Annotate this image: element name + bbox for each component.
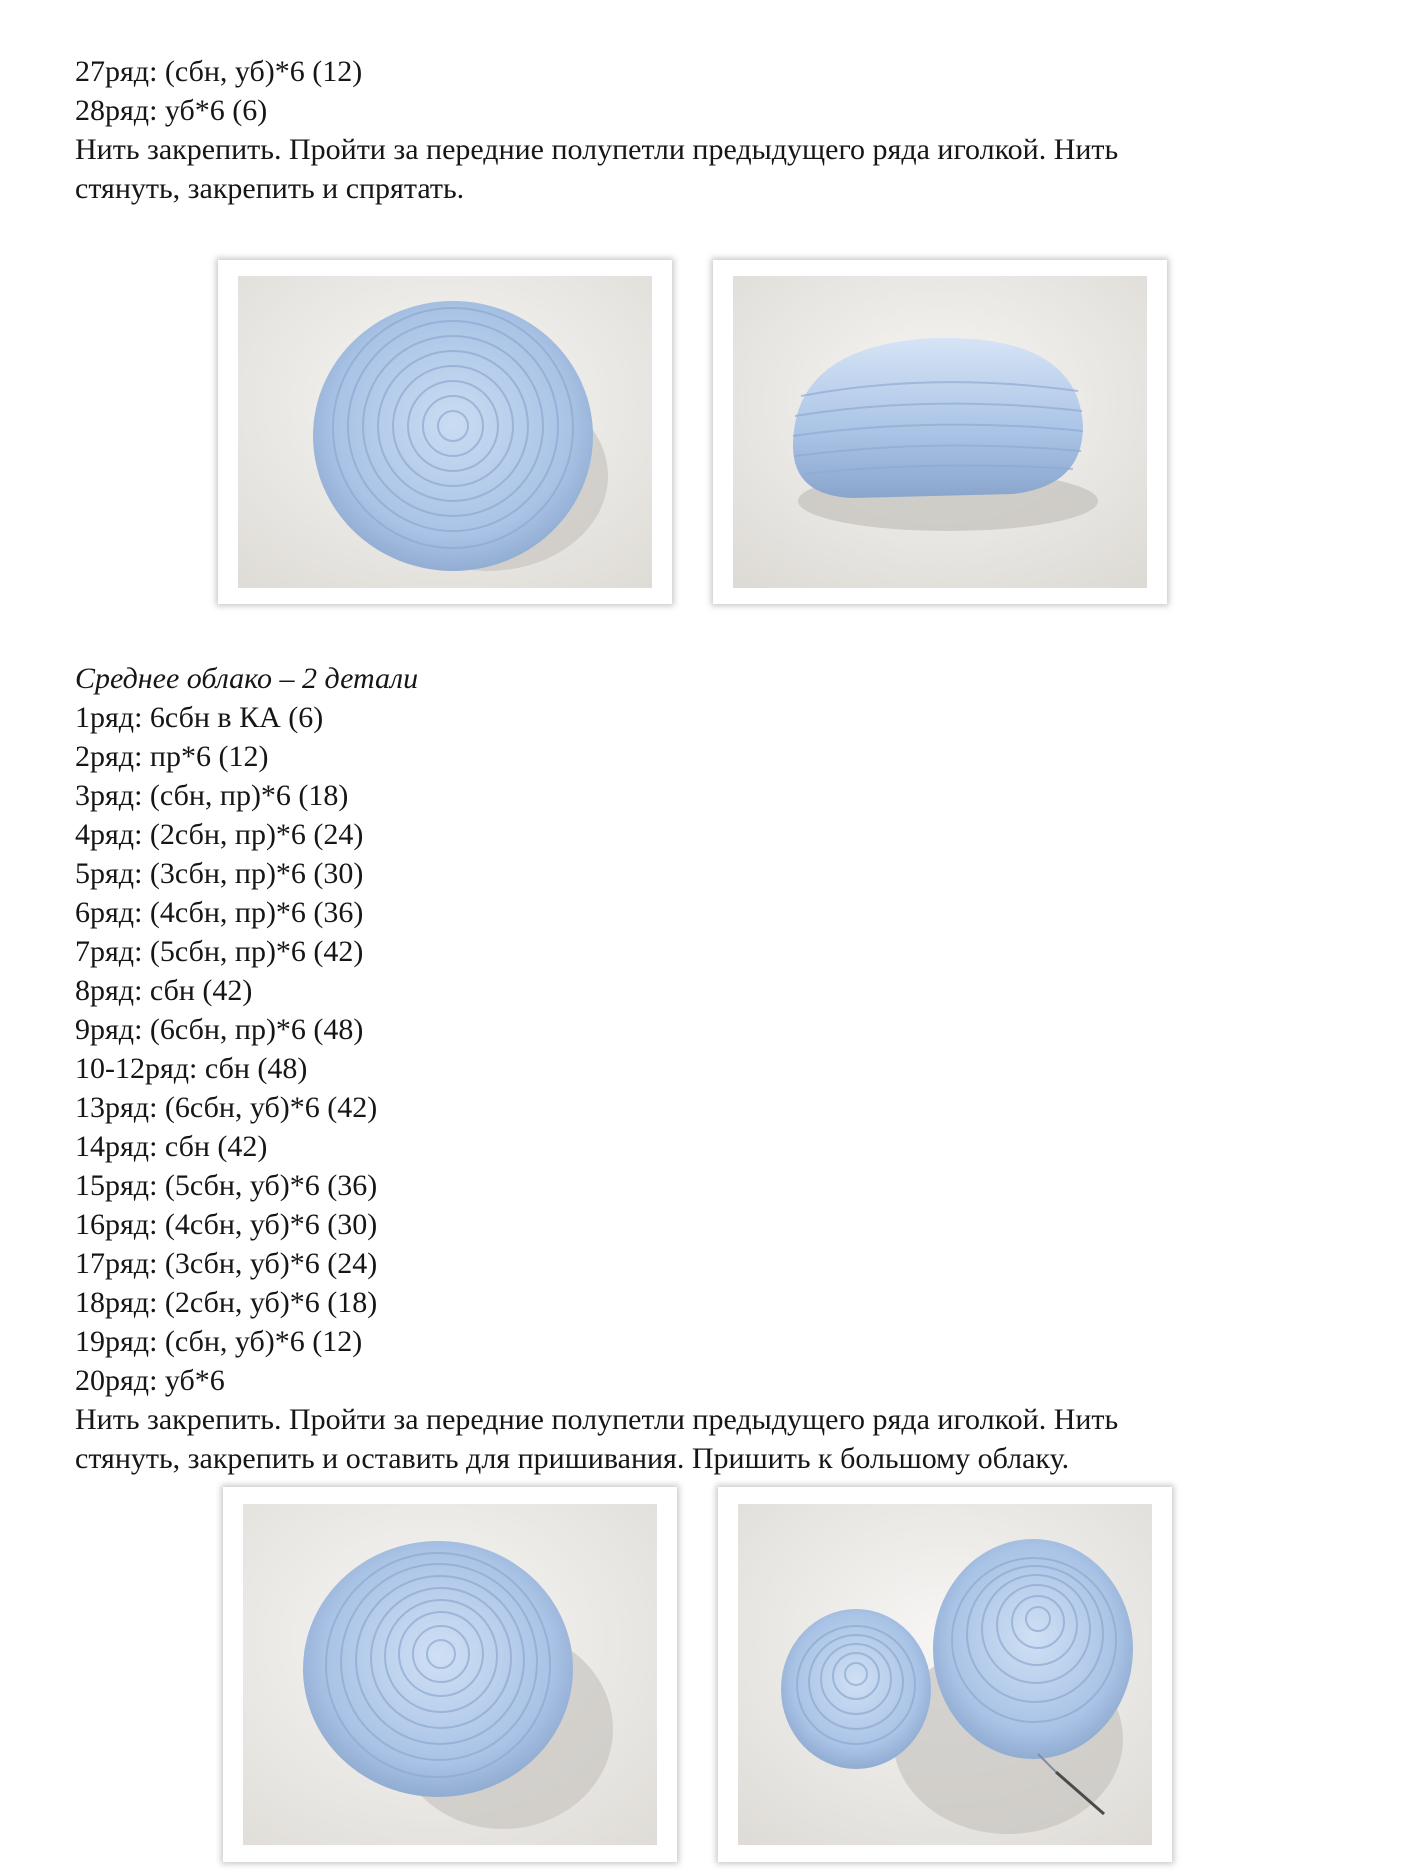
- pattern-row: 6ряд: (4сбн, пр)*6 (36): [75, 896, 364, 929]
- section-heading: Среднее облако – 2 детали: [75, 662, 419, 695]
- pattern-row: 8ряд: сбн (42): [75, 974, 253, 1007]
- pattern-row: 18ряд: (2сбн, уб)*6 (18): [75, 1286, 378, 1319]
- photo-ball-side-view: [713, 260, 1167, 604]
- middle-cloud-pattern: [75, 659, 1335, 1478]
- pattern-row: 4ряд: (2сбн, пр)*6 (24): [75, 818, 364, 851]
- pattern-row: 19ряд: (сбн, уб)*6 (12): [75, 1325, 363, 1358]
- finish-instruction-line-2: стянуть, закрепить и оставить для пришивания. Пришить к большому облаку.: [75, 1442, 1070, 1475]
- finish-instruction-line-2: стянуть, закрепить и спрятать.: [75, 172, 465, 205]
- finish-instruction-line-1: Нить закрепить. Пройти за передние полупетли предыдущего ряда иголкой. Нить: [75, 133, 1119, 166]
- finish-instruction-line-1: Нить закрепить. Пройти за передние полупетли предыдущего ряда иголкой. Нить: [75, 1403, 1119, 1436]
- row-28: 28ряд: уб*6 (6): [75, 94, 268, 127]
- pattern-row: 5ряд: (3сбн, пр)*6 (30): [75, 857, 364, 890]
- pattern-row: 17ряд: (3сбн, уб)*6 (24): [75, 1247, 378, 1280]
- photo-ball-top-view: [218, 260, 672, 604]
- pattern-row: 16ряд: (4сбн, уб)*6 (30): [75, 1208, 378, 1241]
- pattern-row: 13ряд: (6сбн, уб)*6 (42): [75, 1091, 378, 1124]
- pattern-row: 14ряд: сбн (42): [75, 1130, 268, 1163]
- top-instructions: [75, 52, 1335, 208]
- pattern-row: 1ряд: 6сбн в КА (6): [75, 701, 324, 734]
- row-27: 27ряд: (сбн, уб)*6 (12): [75, 55, 363, 88]
- pattern-row: 3ряд: (сбн, пр)*6 (18): [75, 779, 349, 812]
- pattern-row: 9ряд: (6сбн, пр)*6 (48): [75, 1013, 364, 1046]
- pattern-row: 20ряд: уб*6: [75, 1364, 225, 1397]
- pattern-row: 15ряд: (5сбн, уб)*6 (36): [75, 1169, 378, 1202]
- pattern-row: 10-12ряд: сбн (48): [75, 1052, 308, 1085]
- photo-middle-cloud-ball: [223, 1487, 677, 1862]
- pattern-row: 7ряд: (5сбн, пр)*6 (42): [75, 935, 364, 968]
- photo-two-clouds-joined: [718, 1487, 1172, 1862]
- pattern-row: 2ряд: пр*6 (12): [75, 740, 269, 773]
